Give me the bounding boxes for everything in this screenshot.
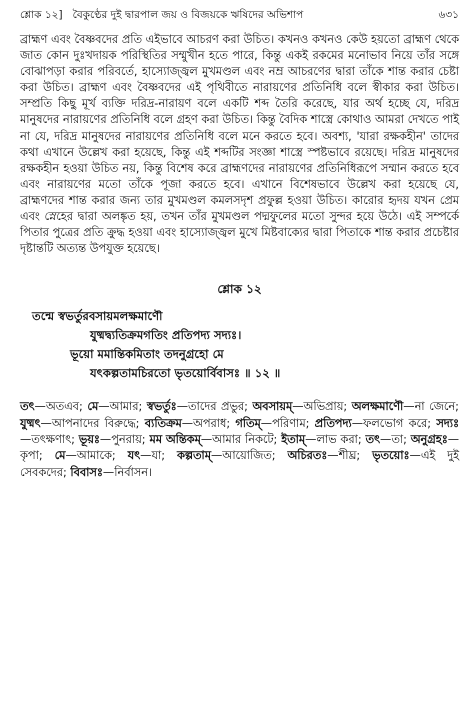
synonym-meaning: —অপরাধ (181, 416, 227, 430)
synonym-meaning: —তা (380, 432, 404, 446)
synonym-meaning: —এই দুই সেবকদের (20, 449, 459, 479)
synonym-meaning: —লাভ করা (305, 432, 358, 446)
synonym-term: তৎ (365, 432, 381, 446)
verse-text (20, 307, 459, 383)
synonym-meaning: —আমাকে (65, 449, 112, 463)
synonym-meaning: —আমার (98, 400, 139, 414)
verse-line: ভূয়ো মমান্তিকমিতাং তদনুগ্রহো মে (70, 347, 224, 362)
verse-line: যুষ্মদ্ব্যতিক্রমগতিং প্রতিপদ্য সদ্যঃ। (90, 328, 242, 343)
verse-line: যৎকল্পতামচিরতো ভৃতয়োর্বিবাসঃ ॥ ১২ ॥ (90, 366, 281, 381)
synonym-meaning: —তৎক্ষণাৎ (20, 432, 72, 446)
synonym-meaning: —আমার নিকটে (200, 432, 274, 446)
synonym-term: মে (87, 400, 99, 414)
synonym-term: অবসায়ম্ (252, 400, 293, 414)
synonym-term: প্রতিপদ্য (314, 416, 352, 430)
synonym-term: কল্পতাম্ (176, 449, 211, 463)
synonym-meaning: —শীঘ্র (327, 449, 357, 463)
synonym-meaning: —না জেনে (403, 400, 456, 414)
synonym-term: মম (149, 432, 162, 446)
running-header (20, 8, 459, 22)
synonym-meaning: —যা (140, 449, 162, 463)
synonym-meaning: —নির্বাসন (102, 465, 148, 479)
synonym-term: সদ্যঃ (436, 416, 460, 430)
synonym-meaning: —আয়োজিত (210, 449, 272, 463)
synonym-meaning: —অতএব (34, 400, 79, 414)
synonym-meaning: —পুনরায় (99, 432, 142, 446)
synonym-meaning: —আপনাদের বিরুদ্ধে (40, 416, 136, 430)
verse-line: তন্মে স্বভর্তুরবসায়মলক্ষমাণৌ (32, 309, 163, 324)
chapter-title: বৈকুণ্ঠের দুই দ্বারপাল জয় ও বিজয়কে ঋষিদের অভিশাপ (72, 9, 304, 21)
synonym-term: ব্যতিক্রম (144, 416, 182, 430)
synonym-term: স্বভর্তুঃ (146, 400, 177, 414)
synonym-meaning: —ফলভোগ করে (351, 416, 428, 430)
synonym-term: অলক্ষমাণৌ (351, 400, 404, 414)
synonym-term: বিবাসঃ (70, 465, 103, 479)
synonym-meaning: —পরিণাম (260, 416, 306, 430)
purport-paragraph: ব্রাহ্মণ এবং বৈষ্ণবদের প্রতি এইভাবে আচরণ করা উচিত। কখনও কখনও কেউ হয়তো ব্রাহ্মণ থেকে জাত কোন দুঃখদায়ক পরিস্থিতির সম্মুখীন হতে পারে, কিন্তু একই রকমের মনোভাব নিয়ে তাঁর সঙ্গে বোঝাপড়া করার পরিবর্তে, হাস্যোজ্জ্বল মুখমণ্ডল এবং নম্র আচরণের দ্বারা তাঁকে শান্ত করার চেষ্টা করা উচিত। ব্রাহ্মণ এবং বৈষ্ণবদের এই পৃথিবীতে নারায়ণের প্রতিনিধি বলে স্বীকার করা উচিত। সম্প্রতি কিছু মূর্খ ব্যক্তি দরিদ্র-নারায়ণ বলে একটি শব্দ তৈরি করেছে, যার অর্থ হচ্ছে যে, দরিদ্র মানুষদের নারায়ণের প্রতিনিধি বলে গ্রহণ করা উচিত। কিন্তু বৈদিক শাস্ত্রে কোথাও আমরা দেখতে পাই না যে, দরিদ্র মানুষদের নারায়ণের প্রতিনিধি বলে মনে করতে হবে। অবশ্য, 'যারা রক্ষকহীন' তাদের কথা এখানে উল্লেখ করা হয়েছে, কিন্তু এই শব্দটির সংজ্ঞা শাস্ত্রে স্পষ্টভাবে রয়েছে। দরিদ্র মানুষদের রক্ষকহীন হওয়া উচিত নয়, কিন্তু বিশেষ করে ব্রাহ্মণদের নারায়ণের প্রতিনিধিরূপে সম্মান করতে হবে এবং নারায়ণের মতো তাঁকে পূজা করতে হবে। এখানে বিশেষভাবে উল্লেখ করা হয়েছে যে, ব্রাহ্মণদের শান্ত করার জন্য তার মুখমণ্ডল কমলসদৃশ প্রফুল্ল হওয়া উচিত। কারোর হৃদয় যখন প্রেম এবং স্নেহের দ্বারা অলঙ্কৃত হয়, তখন তাঁর মুখমণ্ডল পদ্মফুলের মতো সুন্দর হয়ে উঠে। এই সম্পর্কে পিতার পুত্রের প্রতি ক্রুদ্ধ হওয়া এবং হাস্যোজ্জ্বল মুখে মিষ্টবাক্যের দ্বারা পিতাকে শান্ত করার প্রচেষ্টার দৃষ্টান্তটি অত্যন্ত উপযুক্ত হয়েছে। (20, 33, 459, 256)
synonym-meaning: —কৃপা (20, 432, 460, 463)
synonym-term: অনুগ্রহঃ (410, 432, 448, 446)
synonym-term: যৎ (127, 449, 141, 463)
page-number: ৬৩১ (438, 9, 459, 21)
synonyms-section: তৎ—অতএব; মে—আমার; স্বভর্তুঃ—তাদের প্রভুর; অবসায়ম্—অভিপ্রায়; অলক্ষমাণৌ—না জেনে; যুষ্মৎ—আপনাদের বিরুদ্ধে; ব্যতিক্রম—অপরাধ; গতিম্—পরিণাম; প্রতিপদ্য—ফলভোগ করে; সদ্যঃ—তৎক্ষণাৎ; ভূয়ঃ—পুনরায়; মম অন্তিকম্—আমার নিকটে; ইতাম্—লাভ করা; তৎ—তা; অনুগ্রহঃ—কৃপা; মে—আমাকে; যৎ—যা; কল্পতাম্—আয়োজিত; অচিরতঃ—শীঘ্র; ভৃতয়োঃ—এই দুই সেবকদের; বিবাসঃ—নির্বাসন। (20, 400, 460, 479)
synonym-term: অন্তিকম্ (165, 432, 201, 446)
verse-heading: শ্লোক ১২ (217, 282, 262, 297)
synonym-meaning: —তাদের প্রভুর (176, 400, 245, 414)
synonym-term: ইতাম্ (281, 432, 306, 446)
synonym-term: গতিম্ (235, 416, 261, 430)
synonym-term: অচিরতঃ (287, 449, 328, 463)
synonym-meaning: —অভিপ্রায় (292, 400, 344, 414)
synonym-term: ভূয়ঃ (78, 432, 100, 446)
synonym-term: মে (54, 449, 66, 463)
synonym-term: ভৃতয়োঃ (372, 449, 410, 463)
synonym-term: তৎ (20, 400, 35, 414)
verse-reference: শ্লোক ১২] (20, 9, 63, 21)
synonym-term: যুষ্মৎ (20, 416, 41, 430)
